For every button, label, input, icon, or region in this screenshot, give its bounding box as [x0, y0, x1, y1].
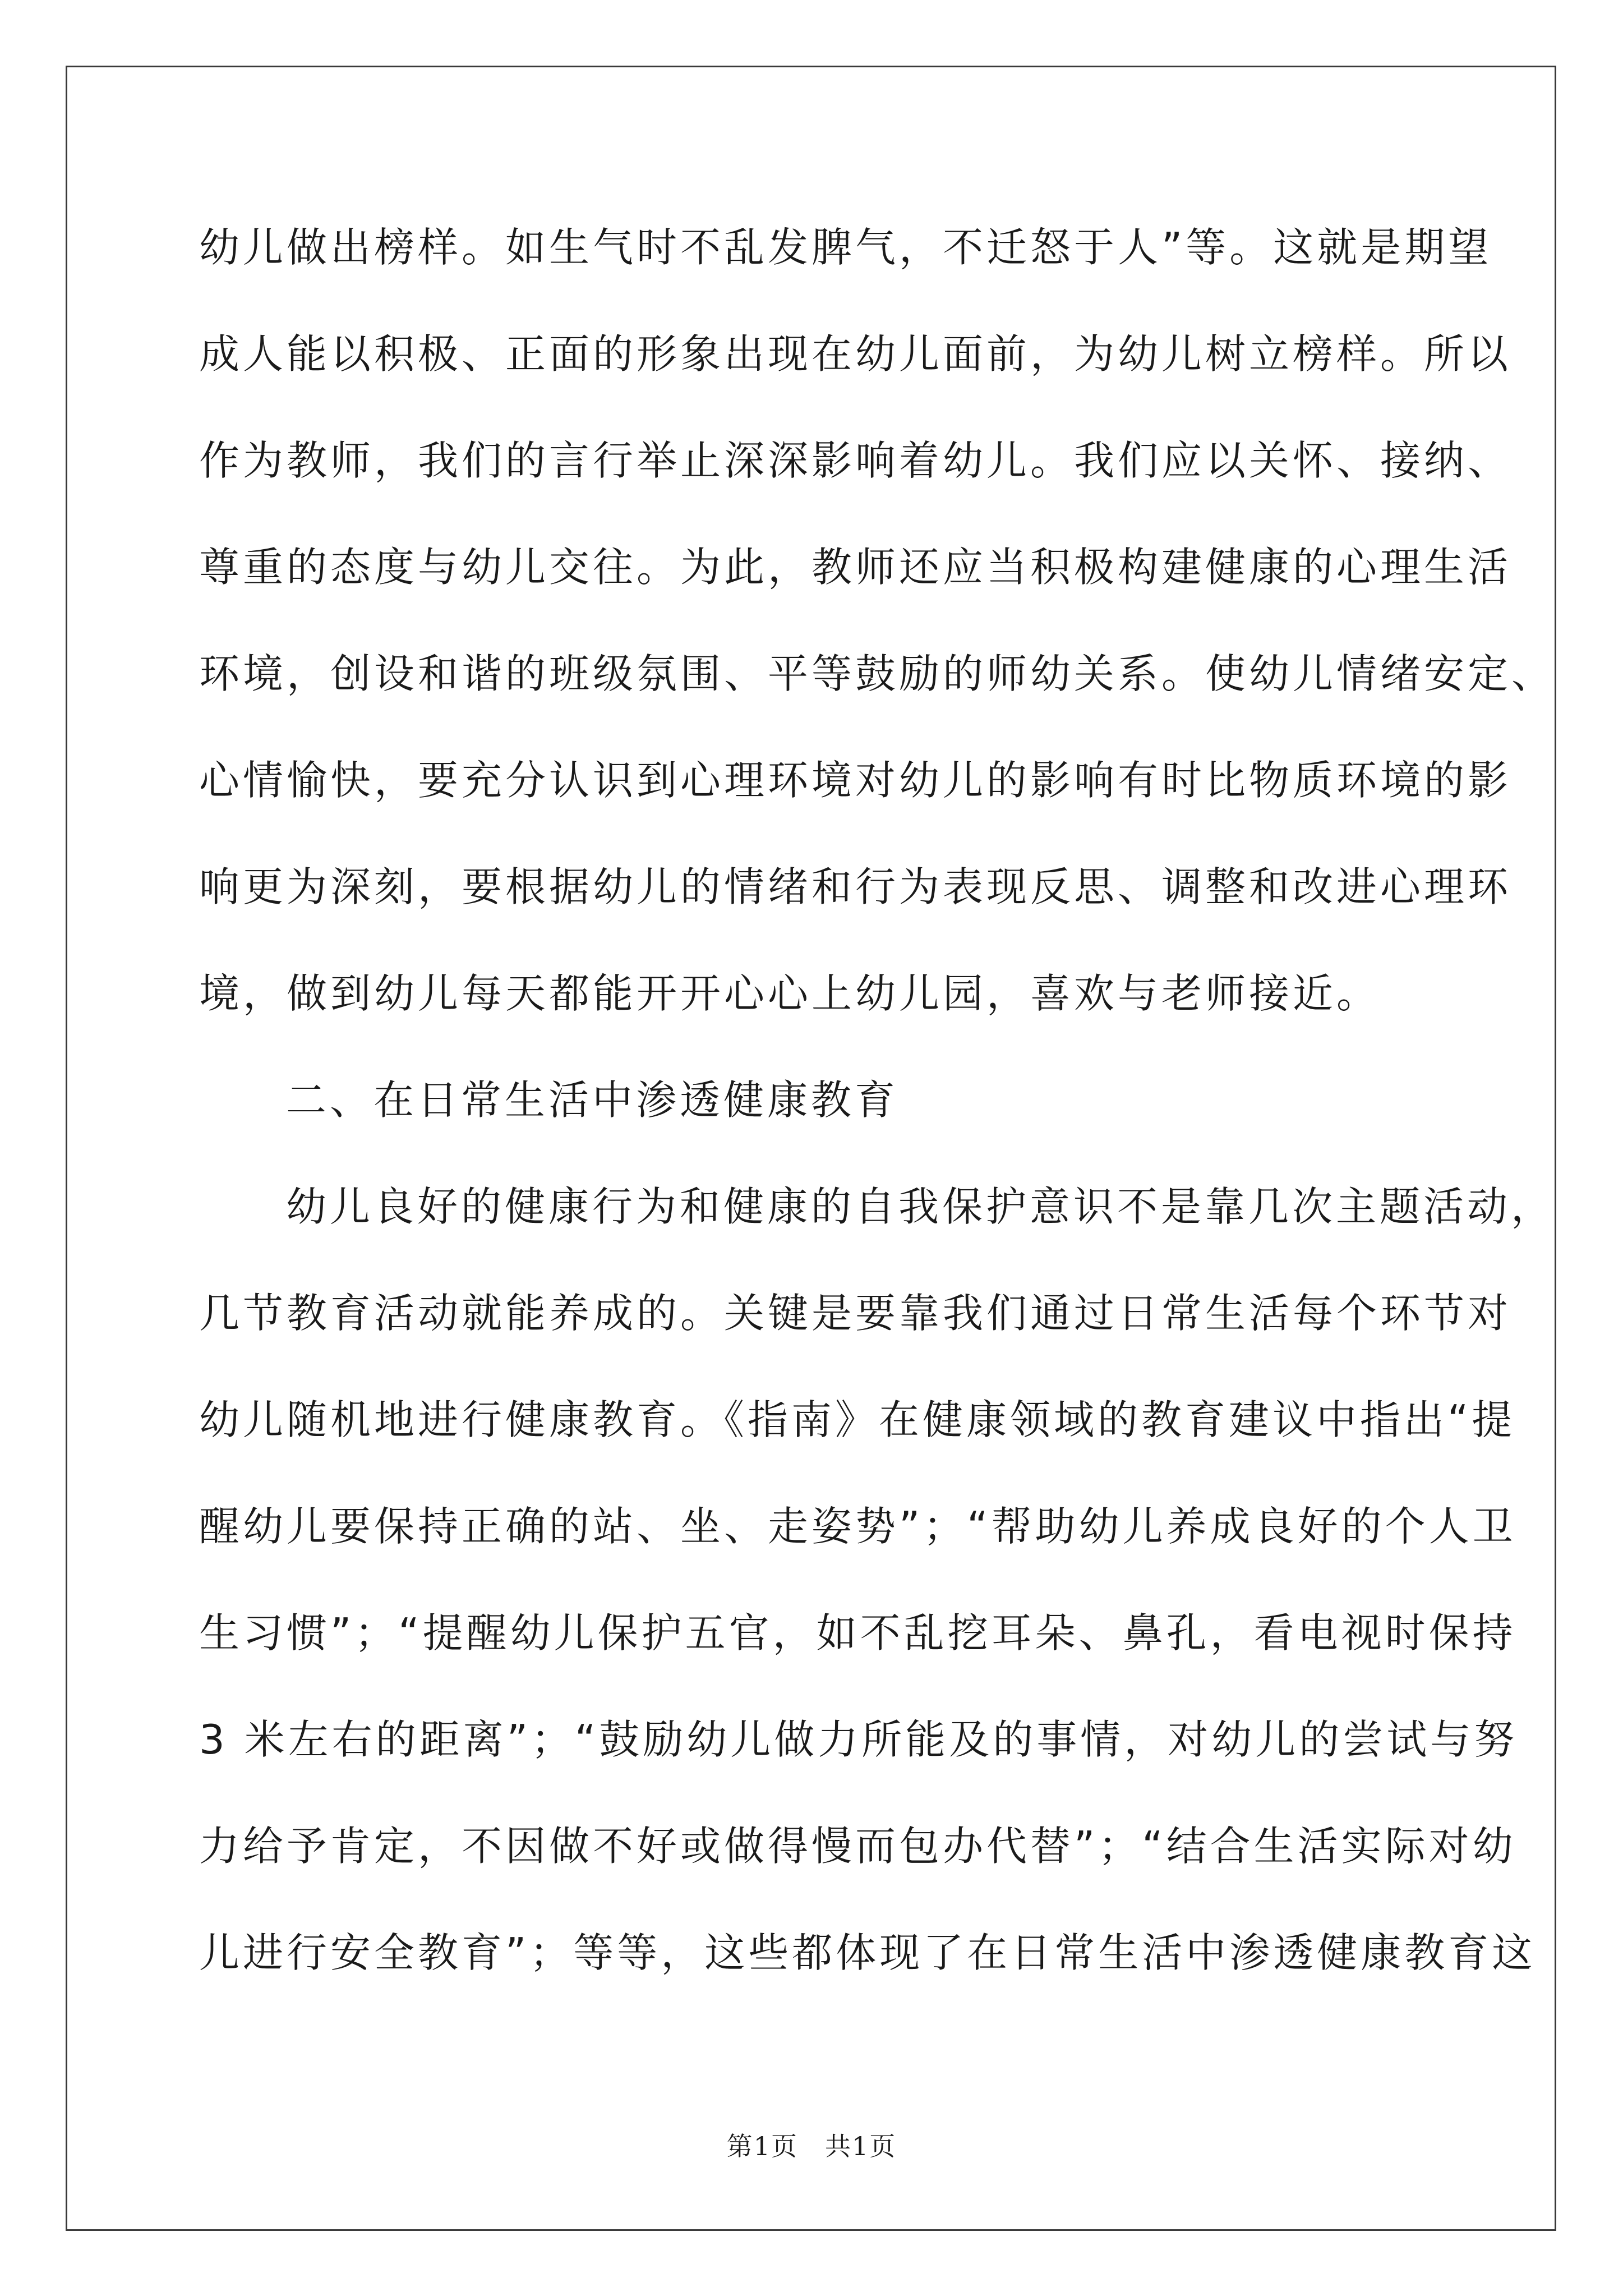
text-line-13: 醒幼儿要保持正确的站、坐、走姿势”；“帮助幼儿养成良好的个人卫 — [199, 1503, 1516, 1550]
page-number-footer: 第1页 共1页 — [726, 2131, 897, 2161]
text-line-10: 幼儿良好的健康行为和健康的自我保护意识不是靠几次主题活动， — [286, 1183, 1555, 1230]
page-border — [66, 66, 1556, 2231]
text-line-1: 幼儿做出榜样。如生气时不乱发脾气，不迁怒于人”等。这就是期望 — [199, 224, 1492, 271]
text-line-2: 成人能以积极、正面的形象出现在幼儿面前，为幼儿树立榜样。所以 — [199, 330, 1512, 378]
text-line-8: 境，做到幼儿每天都能开开心心上幼儿园，喜欢与老师接近。 — [199, 970, 1381, 1017]
text-line-14: 生习惯”；“提醒幼儿保护五官，如不乱挖耳朵、鼻孔，看电视时保持 — [199, 1609, 1516, 1657]
text-line-3: 作为教师，我们的言行举止深深影响着幼儿。我们应以关怀、接纳、 — [199, 437, 1512, 484]
text-line-4: 尊重的态度与幼儿交往。为此，教师还应当积极构建健康的心理生活 — [199, 544, 1512, 591]
section-heading: 二、在日常生活中渗透健康教育 — [286, 1076, 899, 1124]
text-line-5: 环境，创设和谐的班级氛围、平等鼓励的师幼关系。使幼儿情绪安定、 — [199, 650, 1556, 697]
text-line-15: 3 米左右的距离”；“鼓励幼儿做力所能及的事情，对幼儿的尝试与努 — [199, 1716, 1518, 1763]
text-line-12: 幼儿随机地进行健康教育。《指南》在健康领域的教育建议中指出“提 — [199, 1396, 1516, 1443]
text-line-16: 力给予肯定，不因做不好或做得慢而包办代替”；“结合生活实际对幼 — [199, 1823, 1516, 1870]
text-line-6: 心情愉快，要充分认识到心理环境对幼儿的影响有时比物质环境的影 — [199, 757, 1512, 804]
text-line-7: 响更为深刻，要根据幼儿的情绪和行为表现反思、调整和改进心理环 — [199, 863, 1512, 910]
text-line-11: 几节教育活动就能养成的。关键是要靠我们通过日常生活每个环节对 — [199, 1290, 1512, 1337]
text-line-17: 儿进行安全教育”；等等，这些都体现了在日常生活中渗透健康教育这 — [199, 1929, 1536, 1976]
